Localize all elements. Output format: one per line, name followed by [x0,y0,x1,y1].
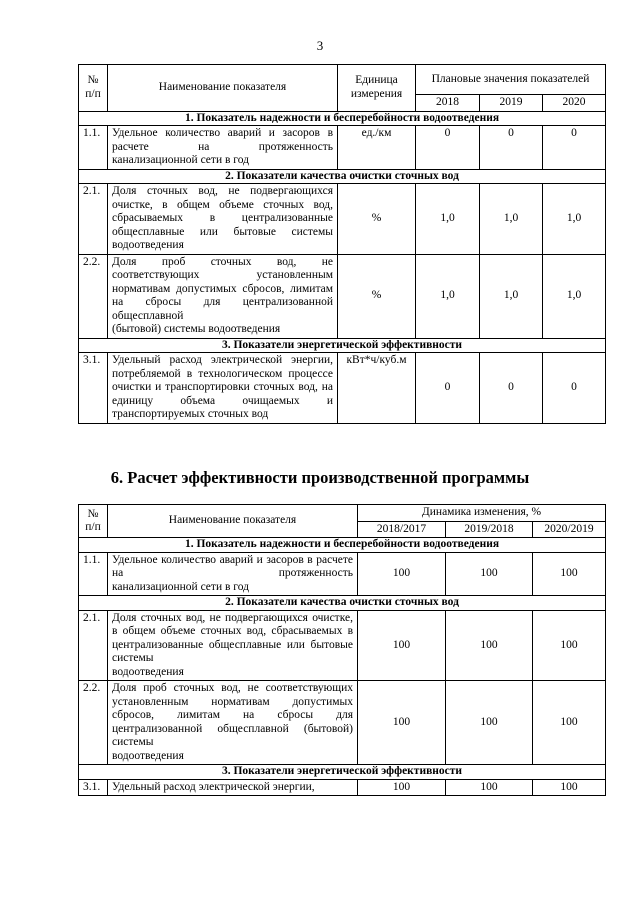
indicator-name-line: на сбросы для централизованной [112,709,353,735]
indicator-name-line: транспортировки сточных вод, на [165,381,334,393]
indicator-name-line: энергии, потребляемой в [112,354,334,380]
indicator-row [79,184,606,255]
value-cell: 100 [446,779,533,796]
value-cell: 1,0 [416,184,480,255]
row-number: 1.1. [79,552,108,596]
indicator-row [79,610,606,681]
indicator-name-line: единицу объема очищаемых и [112,394,333,407]
indicator-name-line: расчете на протяженность [112,553,353,579]
indicator-name [108,681,358,765]
indicator-name [108,610,358,681]
indicator-name-line: в расчете на протяженность [112,127,334,153]
value-cell: 1,0 [480,254,543,338]
value-cell: 1,0 [543,184,606,255]
row-number: 3.1. [79,779,108,796]
col-no-header: № п/п [79,505,108,538]
indicator-name-line: соответствующих установленным [112,682,354,708]
indicator-name-line: Доля проб сточных вод, не [112,255,333,268]
indicator-name-line: канализационной сети в год [112,580,249,593]
value-cell: 1,0 [543,254,606,338]
indicator-name-line: общесплавной (бытовой) системы [112,722,353,748]
section-title: 3. Показатели энергетической эффективности [79,765,606,780]
indicator-name [108,126,338,170]
period-header: 2019/2018 [446,521,533,538]
value-cell: 0 [480,353,543,424]
value-cell: 100 [533,552,606,596]
col-name-header: Наименование показателя [108,505,358,538]
value-cell: 0 [416,126,480,170]
section-row [79,538,606,553]
value-cell: 0 [543,126,606,170]
value-cell: 100 [358,779,446,796]
col-no-header: № п/п [79,65,108,112]
year-header: 2020 [543,95,606,112]
row-number: 2.2. [79,681,108,765]
indicator-name [108,184,338,255]
section-title: 2. Показатели качества очистки сточных вод [79,596,606,611]
row-number: 2.2. [79,254,108,338]
unit-cell: ед./км [338,126,416,170]
indicator-name-line: Удельное количество аварий и засоров в [112,553,313,566]
col-unit-header: Единица измерения [338,65,416,112]
value-cell: 0 [543,353,606,424]
indicator-name-line: Доля проб сточных вод, не [112,682,259,694]
value-cell: 100 [533,610,606,681]
indicator-name-line: очистке, в общем объеме сточных вод, [112,611,353,637]
value-cell: 1,0 [416,254,480,338]
indicator-name-line: соответствующих установленным [112,269,333,281]
indicator-name-line: Доля сточных вод, не подвергающихся [112,185,333,197]
indicator-name-line: Удельный расход электрической [112,354,283,366]
header-row [79,505,606,522]
row-number: 2.1. [79,184,108,255]
unit-cell: кВт*ч/куб.м [338,353,416,424]
section-row [79,169,606,184]
section-row [79,338,606,353]
indicator-name-line: Удельный расход электрической энергии, [112,780,315,793]
value-cell: 100 [358,681,446,765]
value-cell: 100 [358,552,446,596]
col-name-header: Наименование показателя [108,65,338,112]
indicator-row [79,552,606,596]
unit-cell: % [338,184,416,255]
efficiency-dynamics-table [78,504,606,796]
indicator-name-line: очистке, в общем объеме сточных вод, [112,198,333,211]
year-header: 2018 [416,95,480,112]
period-header: 2018/2017 [358,521,446,538]
indicator-name-line: лимитам на сбросы для [112,282,333,308]
row-number: 3.1. [79,353,108,424]
indicator-name-line: водоотведения [112,665,184,678]
indicator-name [108,254,338,338]
section-row [79,596,606,611]
section-title: 3. Показатели энергетической эффективности [79,338,606,353]
indicator-name-line: сбрасываемых в централизованные [112,625,354,651]
value-cell: 100 [533,681,606,765]
indicator-name [108,353,338,424]
value-cell: 100 [533,779,606,796]
value-cell: 100 [446,681,533,765]
value-cell: 0 [480,126,543,170]
value-cell: 0 [416,353,480,424]
indicator-row [79,254,606,338]
indicator-name-line: общесплавные или бытовые системы [112,225,333,238]
indicator-name-line: нормативам допустимых сбросов, лимитам [112,695,353,721]
indicator-name-line: централизованной общесплавной [112,296,333,322]
value-cell: 100 [446,552,533,596]
indicator-name-line: водоотведения [112,239,184,251]
indicator-row [79,126,606,170]
value-cell: 100 [358,610,446,681]
indicator-name-line: Доля сточных вод, не подвергающихся [112,611,308,624]
unit-cell: % [338,254,416,338]
row-number: 1.1. [79,126,108,170]
indicator-name-line: водоотведения [112,749,184,762]
indicator-name-line: технологическом процессе очистки и [112,367,333,393]
indicator-name-line: (бытовой) системы водоотведения [112,323,281,335]
col-planned-header: Плановые значения показателей [416,65,606,95]
header-row [79,65,606,95]
section-title: 1. Показатель надежности и бесперебойности водоотведения [79,538,606,553]
indicator-name-line: нормативам допустимых сбросов, [112,282,285,295]
indicator-row [79,353,606,424]
indicator-name-line: канализационной сети в год [112,154,249,166]
planned-indicators-table [78,64,606,424]
section-row [79,765,606,780]
section-6-title: 6. Расчет эффективности производственной программы [110,468,530,487]
row-number: 2.1. [79,610,108,681]
col-dynamics-header: Динамика изменения, % [358,505,606,522]
page-number: 3 [316,38,324,53]
indicator-name-line: общесплавные или бытовые системы [112,638,354,664]
value-cell: 100 [446,610,533,681]
year-header: 2019 [480,95,543,112]
section-title: 1. Показатель надежности и бесперебойности водоотведения [79,111,606,126]
indicator-row [79,779,606,796]
indicator-row [79,681,606,765]
indicator-name-line: Удельное количество аварий и засоров [112,127,320,139]
section-title: 2. Показатели качества очистки сточных вод [79,169,606,184]
period-header: 2020/2019 [533,521,606,538]
section-row [79,111,606,126]
value-cell: 1,0 [480,184,543,255]
indicator-name-line: транспортируемых сточных вод [112,408,269,420]
indicator-name [108,552,358,596]
indicator-name [108,779,358,796]
indicator-name-line: сбрасываемых в централизованные [112,212,333,224]
